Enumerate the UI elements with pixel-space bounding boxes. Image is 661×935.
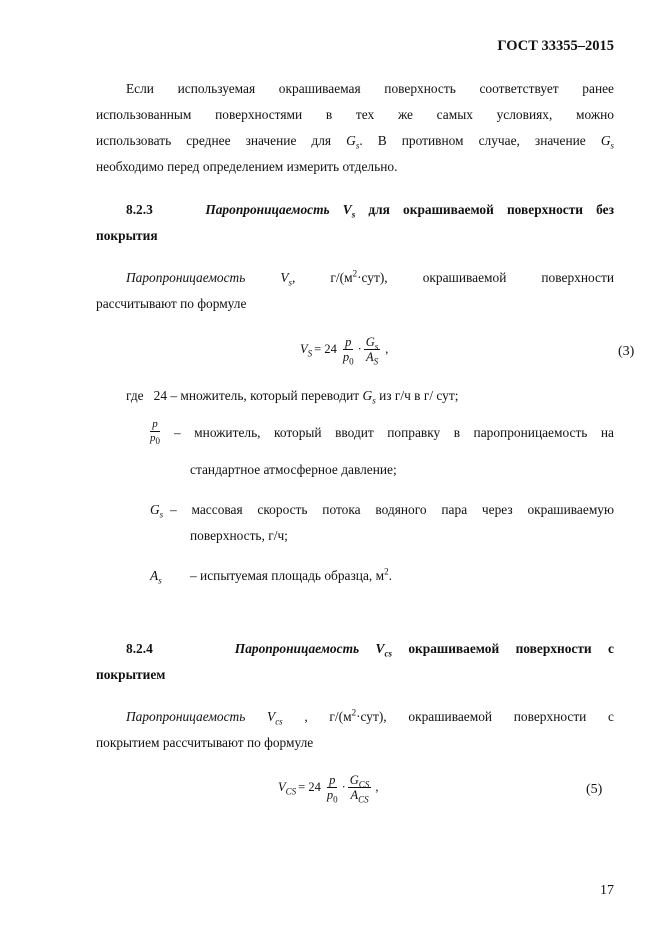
fraction-p-over-p0: $\frac{p}{p_0}$ [342,335,354,367]
legend-item-gs-line2: поверхность, г/ч; [190,528,288,543]
page-number: 17 [600,883,614,898]
para1-line4: необходимо перед определением измерить отдельно. [96,159,398,174]
fraction-g-over-a: $\frac{G_s}{A_S}$ [365,335,379,367]
paragraph-vcs-definition [96,704,614,756]
para3-line1: Паропроницаемость $V_{cs}$ , $г/(м^2\cdot сут)$, окрашиваемой поверхности с [126,707,614,727]
formula-3: $V_S$ = 24 $\frac{p}{p_0}$ · $\frac{G_s}{A_S}$ , [300,335,389,367]
para3-line2: покрытием рассчитывают по формуле [96,735,314,750]
legend-var-as: $A_s$ [150,568,162,586]
paragraph-reuse-note [96,76,614,180]
para1-line1: Если используемая окрашиваемая поверхность соответствует ранее [126,81,614,96]
fraction5-g-over-a: $\frac{G_{CS}}{A_{CS}}$ [349,773,370,805]
legend-item-p-ratio-line1: – множитель, который вводит поправку в паропроницаемость на [174,425,614,440]
document-header: ГОСТ 33355–2015 [497,38,614,54]
fraction5-p-over-p0: $\frac{p}{p_0}$ [326,773,338,805]
sec824-line2: покрытием [96,667,166,682]
legend-item-gs-line1: – массовая скорость потока водяного пара через окрашиваемую [170,502,614,517]
equation-number-5: (5) [586,782,603,797]
paragraph-vs-definition [96,265,614,317]
legend-item-24: где 24 – множитель, который переводит $G_s$ из г/ч в г/ сут; [126,388,459,406]
section-8-2-4-heading [96,636,614,688]
legend-var-gs: $G_s$ [150,502,164,520]
formula-5: $V_{CS}$ = 24 $\frac{p}{p_0}$ · $\frac{G_{CS}}{A_{CS}}$ , [278,773,379,805]
para2-line2: рассчитывают по формуле [96,296,247,311]
legend-fraction-p-p0: p $p_0$ [150,418,160,447]
para2-line1: Паропроницаемость $V_s$, $г/(м^2\cdot сут)$, окрашиваемой поверхности [126,268,614,288]
section-8-2-3-heading [96,197,614,249]
sec824-line1: 8.2.4 Паропроницаемость $V_{cs}$ окрашиваемой поверхности с [126,641,614,659]
sec823-line2: покрытия [96,228,158,243]
legend-item-p-ratio-line2: стандартное атмосферное давление; [190,462,397,477]
equation-number-3: (3) [618,344,635,359]
para1-line3: использовать среднее значение для $G_s$. В противном случае, значение $G_s$ [96,133,614,151]
legend-item-as: – испытуемая площадь образца, $м^2$. [190,566,392,583]
sec823-line1: 8.2.3 Паропроницаемость $V_s$ для окрашиваемой поверхности без [126,202,614,220]
para1-line2: использованным поверхностями в тех же самых условиях, можно [96,107,614,122]
